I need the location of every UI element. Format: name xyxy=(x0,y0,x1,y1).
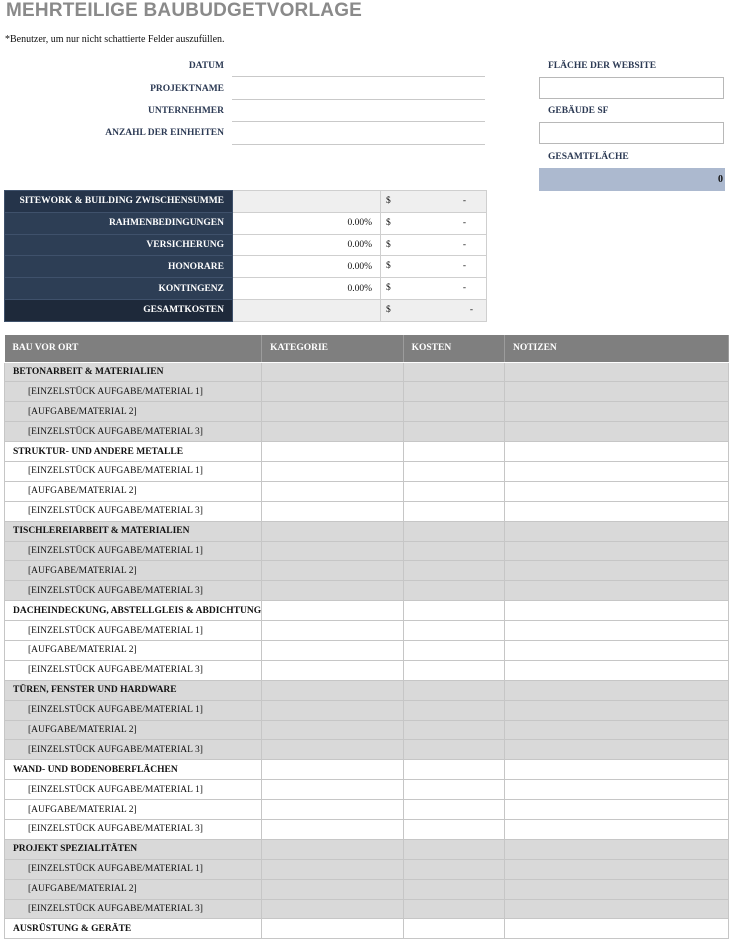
category-cell[interactable] xyxy=(262,442,403,462)
table-row xyxy=(5,621,729,641)
section-row xyxy=(5,760,729,780)
summary-percent-input[interactable]: 0.00% xyxy=(233,234,381,256)
notes-cell[interactable] xyxy=(504,879,728,899)
category-cell[interactable] xyxy=(262,422,403,442)
currency-symbol: $ xyxy=(386,304,391,315)
notes-cell[interactable] xyxy=(504,819,728,839)
notes-cell[interactable] xyxy=(504,601,728,621)
item-label: [EINZELSTÜCK AUFGABE/MATERIAL 3] xyxy=(5,819,262,839)
site-area-label: FLÄCHE DER WEBSITE xyxy=(548,61,657,71)
item-label: [EINZELSTÜCK AUFGABE/MATERIAL 3] xyxy=(5,501,262,521)
notes-cell[interactable] xyxy=(504,621,728,641)
cost-cell[interactable] xyxy=(403,720,504,740)
cost-cell[interactable] xyxy=(403,442,504,462)
page-title: MEHRTEILIGE BAUBUDGETVORLAGE xyxy=(6,0,363,21)
currency-symbol: $ xyxy=(386,217,391,228)
notes-cell[interactable] xyxy=(504,720,728,740)
category-cell[interactable] xyxy=(262,859,403,879)
amount-value: - xyxy=(462,217,466,228)
category-cell[interactable] xyxy=(262,899,403,919)
item-label: [EINZELSTÜCK AUFGABE/MATERIAL 3] xyxy=(5,660,262,680)
summary-amount xyxy=(381,212,487,234)
section-title: TÜREN, FENSTER UND HARDWARE xyxy=(5,680,262,700)
item-label: [AUFGABE/MATERIAL 2] xyxy=(5,720,262,740)
cost-cell[interactable] xyxy=(403,481,504,501)
section-row xyxy=(5,362,729,382)
cost-cell[interactable] xyxy=(403,700,504,720)
instruction-note: *Benutzer, um nur nicht schattierte Felder auszufüllen. xyxy=(5,34,225,45)
summary-label: VERSICHERUNG xyxy=(5,234,233,256)
notes-cell[interactable] xyxy=(504,481,728,501)
summary-amount xyxy=(381,299,487,321)
cost-cell[interactable] xyxy=(403,461,504,481)
summary-row xyxy=(5,234,487,256)
notes-cell[interactable] xyxy=(504,899,728,919)
notes-cell[interactable] xyxy=(504,362,728,382)
cost-cell[interactable] xyxy=(403,839,504,859)
table-row xyxy=(5,740,729,760)
item-label: [EINZELSTÜCK AUFGABE/MATERIAL 1] xyxy=(5,700,262,720)
section-row xyxy=(5,601,729,621)
table-row xyxy=(5,859,729,879)
category-cell[interactable] xyxy=(262,839,403,859)
table-row xyxy=(5,581,729,601)
table-row xyxy=(5,879,729,899)
item-label: [EINZELSTÜCK AUFGABE/MATERIAL 1] xyxy=(5,461,262,481)
table-row xyxy=(5,780,729,800)
summary-amount xyxy=(381,191,487,213)
item-label: [AUFGABE/MATERIAL 2] xyxy=(5,561,262,581)
table-row xyxy=(5,899,729,919)
cost-cell[interactable] xyxy=(403,660,504,680)
cost-cell[interactable] xyxy=(403,919,504,939)
category-cell[interactable] xyxy=(262,402,403,422)
notes-cell[interactable] xyxy=(504,640,728,660)
amount-value: - xyxy=(462,196,466,206)
notes-cell[interactable] xyxy=(504,581,728,601)
item-label: [AUFGABE/MATERIAL 2] xyxy=(5,800,262,820)
item-label: [AUFGABE/MATERIAL 2] xyxy=(5,402,262,422)
cost-cell[interactable] xyxy=(403,899,504,919)
section-title: STRUKTUR- UND ANDERE METALLE xyxy=(5,442,262,462)
item-label: [AUFGABE/MATERIAL 2] xyxy=(5,640,262,660)
category-cell[interactable] xyxy=(262,780,403,800)
cost-cell[interactable] xyxy=(403,382,504,402)
table-row xyxy=(5,461,729,481)
item-label: [EINZELSTÜCK AUFGABE/MATERIAL 3] xyxy=(5,581,262,601)
summary-percent-input[interactable]: 0.00% xyxy=(233,212,381,234)
cost-cell[interactable] xyxy=(403,640,504,660)
amount-value: - xyxy=(462,261,466,272)
cost-cell[interactable] xyxy=(403,740,504,760)
total-area-value: 0 xyxy=(539,168,725,191)
section-title: DACHEINDECKUNG, ABSTELLGLEIS & ABDICHTUNG xyxy=(5,601,262,621)
category-cell[interactable] xyxy=(262,680,403,700)
table-row xyxy=(5,819,729,839)
summary-percent-input[interactable]: 0.00% xyxy=(233,278,381,300)
summary-row xyxy=(5,299,487,321)
project-name-label: PROJEKTNAME xyxy=(150,84,224,94)
summary-label: SITEWORK & BUILDING ZWISCHENSUMME xyxy=(5,191,233,213)
notes-cell[interactable] xyxy=(504,422,728,442)
notes-cell[interactable] xyxy=(504,561,728,581)
category-cell[interactable] xyxy=(262,541,403,561)
cost-cell[interactable] xyxy=(403,581,504,601)
currency-symbol: $ xyxy=(386,196,391,206)
notes-cell[interactable] xyxy=(504,780,728,800)
section-title: WAND- UND BODENOBERFLÄCHEN xyxy=(5,760,262,780)
summary-percent xyxy=(233,299,381,321)
category-cell[interactable] xyxy=(262,601,403,621)
notes-cell[interactable] xyxy=(504,660,728,680)
section-title: TISCHLEREIARBEIT & MATERIALIEN xyxy=(5,521,262,541)
notes-cell[interactable] xyxy=(504,382,728,402)
summary-label: RAHMENBEDINGUNGEN xyxy=(5,212,233,234)
cost-cell[interactable] xyxy=(403,800,504,820)
summary-percent-input[interactable]: 0.00% xyxy=(233,256,381,278)
table-row xyxy=(5,402,729,422)
table-row xyxy=(5,561,729,581)
category-cell[interactable] xyxy=(262,700,403,720)
unit-count-field[interactable] xyxy=(232,144,485,145)
category-cell[interactable] xyxy=(262,581,403,601)
table-row xyxy=(5,660,729,680)
total-area-label: GESAMTFLÄCHE xyxy=(548,152,629,162)
category-cell[interactable] xyxy=(262,621,403,641)
building-sf-label: GEBÄUDE SF xyxy=(548,106,609,116)
item-label: [EINZELSTÜCK AUFGABE/MATERIAL 3] xyxy=(5,422,262,442)
category-cell[interactable] xyxy=(262,760,403,780)
date-field[interactable] xyxy=(232,76,485,77)
category-cell[interactable] xyxy=(262,362,403,382)
item-label: [AUFGABE/MATERIAL 2] xyxy=(5,879,262,899)
item-label: [EINZELSTÜCK AUFGABE/MATERIAL 1] xyxy=(5,859,262,879)
notes-cell[interactable] xyxy=(504,402,728,422)
unit-count-label: ANZAHL DER EINHEITEN xyxy=(105,128,224,138)
section-row xyxy=(5,919,729,939)
amount-value: - xyxy=(469,304,473,315)
summary-row xyxy=(5,278,487,300)
category-cell[interactable] xyxy=(262,461,403,481)
category-cell[interactable] xyxy=(262,819,403,839)
item-label: [EINZELSTÜCK AUFGABE/MATERIAL 1] xyxy=(5,621,262,641)
amount-value: - xyxy=(462,239,466,250)
category-cell[interactable] xyxy=(262,720,403,740)
table-row xyxy=(5,541,729,561)
table-row xyxy=(5,422,729,442)
site-area-input[interactable] xyxy=(539,77,724,99)
cost-cell[interactable] xyxy=(403,859,504,879)
cost-summary-table xyxy=(4,190,487,322)
cost-cell[interactable] xyxy=(403,621,504,641)
item-label: [EINZELSTÜCK AUFGABE/MATERIAL 1] xyxy=(5,780,262,800)
summary-label: GESAMTKOSTEN xyxy=(5,299,233,321)
notes-cell[interactable] xyxy=(504,541,728,561)
category-cell[interactable] xyxy=(262,640,403,660)
category-cell[interactable] xyxy=(262,481,403,501)
section-row xyxy=(5,680,729,700)
summary-percent xyxy=(233,191,381,213)
table-row xyxy=(5,800,729,820)
summary-label: KONTINGENZ xyxy=(5,278,233,300)
item-label: [EINZELSTÜCK AUFGABE/MATERIAL 1] xyxy=(5,541,262,561)
item-label: [EINZELSTÜCK AUFGABE/MATERIAL 3] xyxy=(5,899,262,919)
column-header-construction: BAU VOR ORT xyxy=(5,335,262,362)
column-header-category: KATEGORIE xyxy=(262,335,403,362)
category-cell[interactable] xyxy=(262,919,403,939)
notes-cell[interactable] xyxy=(504,760,728,780)
table-header-row xyxy=(5,335,729,362)
table-row xyxy=(5,640,729,660)
item-label: [EINZELSTÜCK AUFGABE/MATERIAL 3] xyxy=(5,740,262,760)
table-row xyxy=(5,700,729,720)
category-cell[interactable] xyxy=(262,501,403,521)
notes-cell[interactable] xyxy=(504,740,728,760)
cost-cell[interactable] xyxy=(403,879,504,899)
notes-cell[interactable] xyxy=(504,859,728,879)
cost-cell[interactable] xyxy=(403,780,504,800)
contractor-label: UNTERNEHMER xyxy=(147,106,224,116)
cost-cell[interactable] xyxy=(403,521,504,541)
notes-cell[interactable] xyxy=(504,700,728,720)
notes-cell[interactable] xyxy=(504,461,728,481)
summary-amount xyxy=(381,278,487,300)
currency-symbol: $ xyxy=(386,261,391,272)
table-row xyxy=(5,501,729,521)
section-title: PROJEKT SPEZIALITÄTEN xyxy=(5,839,262,859)
section-row xyxy=(5,521,729,541)
item-label: [AUFGABE/MATERIAL 2] xyxy=(5,481,262,501)
category-cell[interactable] xyxy=(262,800,403,820)
building-sf-input[interactable] xyxy=(539,122,724,144)
section-row xyxy=(5,839,729,859)
notes-cell[interactable] xyxy=(504,501,728,521)
summary-amount xyxy=(381,234,487,256)
section-title: BETONARBEIT & MATERIALIEN xyxy=(5,362,262,382)
item-label: [EINZELSTÜCK AUFGABE/MATERIAL 1] xyxy=(5,382,262,402)
currency-symbol: $ xyxy=(386,283,391,294)
date-label: DATUM xyxy=(188,61,224,71)
cost-cell[interactable] xyxy=(403,501,504,521)
notes-cell[interactable] xyxy=(504,521,728,541)
summary-row xyxy=(5,191,487,213)
cost-cell[interactable] xyxy=(403,760,504,780)
column-header-cost: KOSTEN xyxy=(403,335,504,362)
summary-label: HONORARE xyxy=(5,256,233,278)
cost-cell[interactable] xyxy=(403,680,504,700)
section-title: AUSRÜSTUNG & GERÄTE xyxy=(5,919,262,939)
notes-cell[interactable] xyxy=(504,680,728,700)
category-cell[interactable] xyxy=(262,740,403,760)
cost-cell[interactable] xyxy=(403,402,504,422)
category-cell[interactable] xyxy=(262,660,403,680)
currency-symbol: $ xyxy=(386,239,391,250)
cost-cell[interactable] xyxy=(403,601,504,621)
table-row xyxy=(5,481,729,501)
category-cell[interactable] xyxy=(262,879,403,899)
construction-cost-table xyxy=(4,335,729,939)
category-cell[interactable] xyxy=(262,561,403,581)
cost-cell[interactable] xyxy=(403,561,504,581)
cost-cell[interactable] xyxy=(403,819,504,839)
project-name-field[interactable] xyxy=(232,99,485,100)
cost-cell[interactable] xyxy=(403,362,504,382)
summary-row xyxy=(5,212,487,234)
category-cell[interactable] xyxy=(262,521,403,541)
cost-cell[interactable] xyxy=(403,422,504,442)
contractor-field[interactable] xyxy=(232,121,485,122)
cost-cell[interactable] xyxy=(403,541,504,561)
notes-cell[interactable] xyxy=(504,442,728,462)
column-header-notes: NOTIZEN xyxy=(504,335,728,362)
summary-row xyxy=(5,256,487,278)
summary-amount xyxy=(381,256,487,278)
notes-cell[interactable] xyxy=(504,800,728,820)
notes-cell[interactable] xyxy=(504,919,728,939)
table-row xyxy=(5,382,729,402)
table-row xyxy=(5,720,729,740)
notes-cell[interactable] xyxy=(504,839,728,859)
category-cell[interactable] xyxy=(262,382,403,402)
amount-value: - xyxy=(462,283,466,294)
section-row xyxy=(5,442,729,462)
